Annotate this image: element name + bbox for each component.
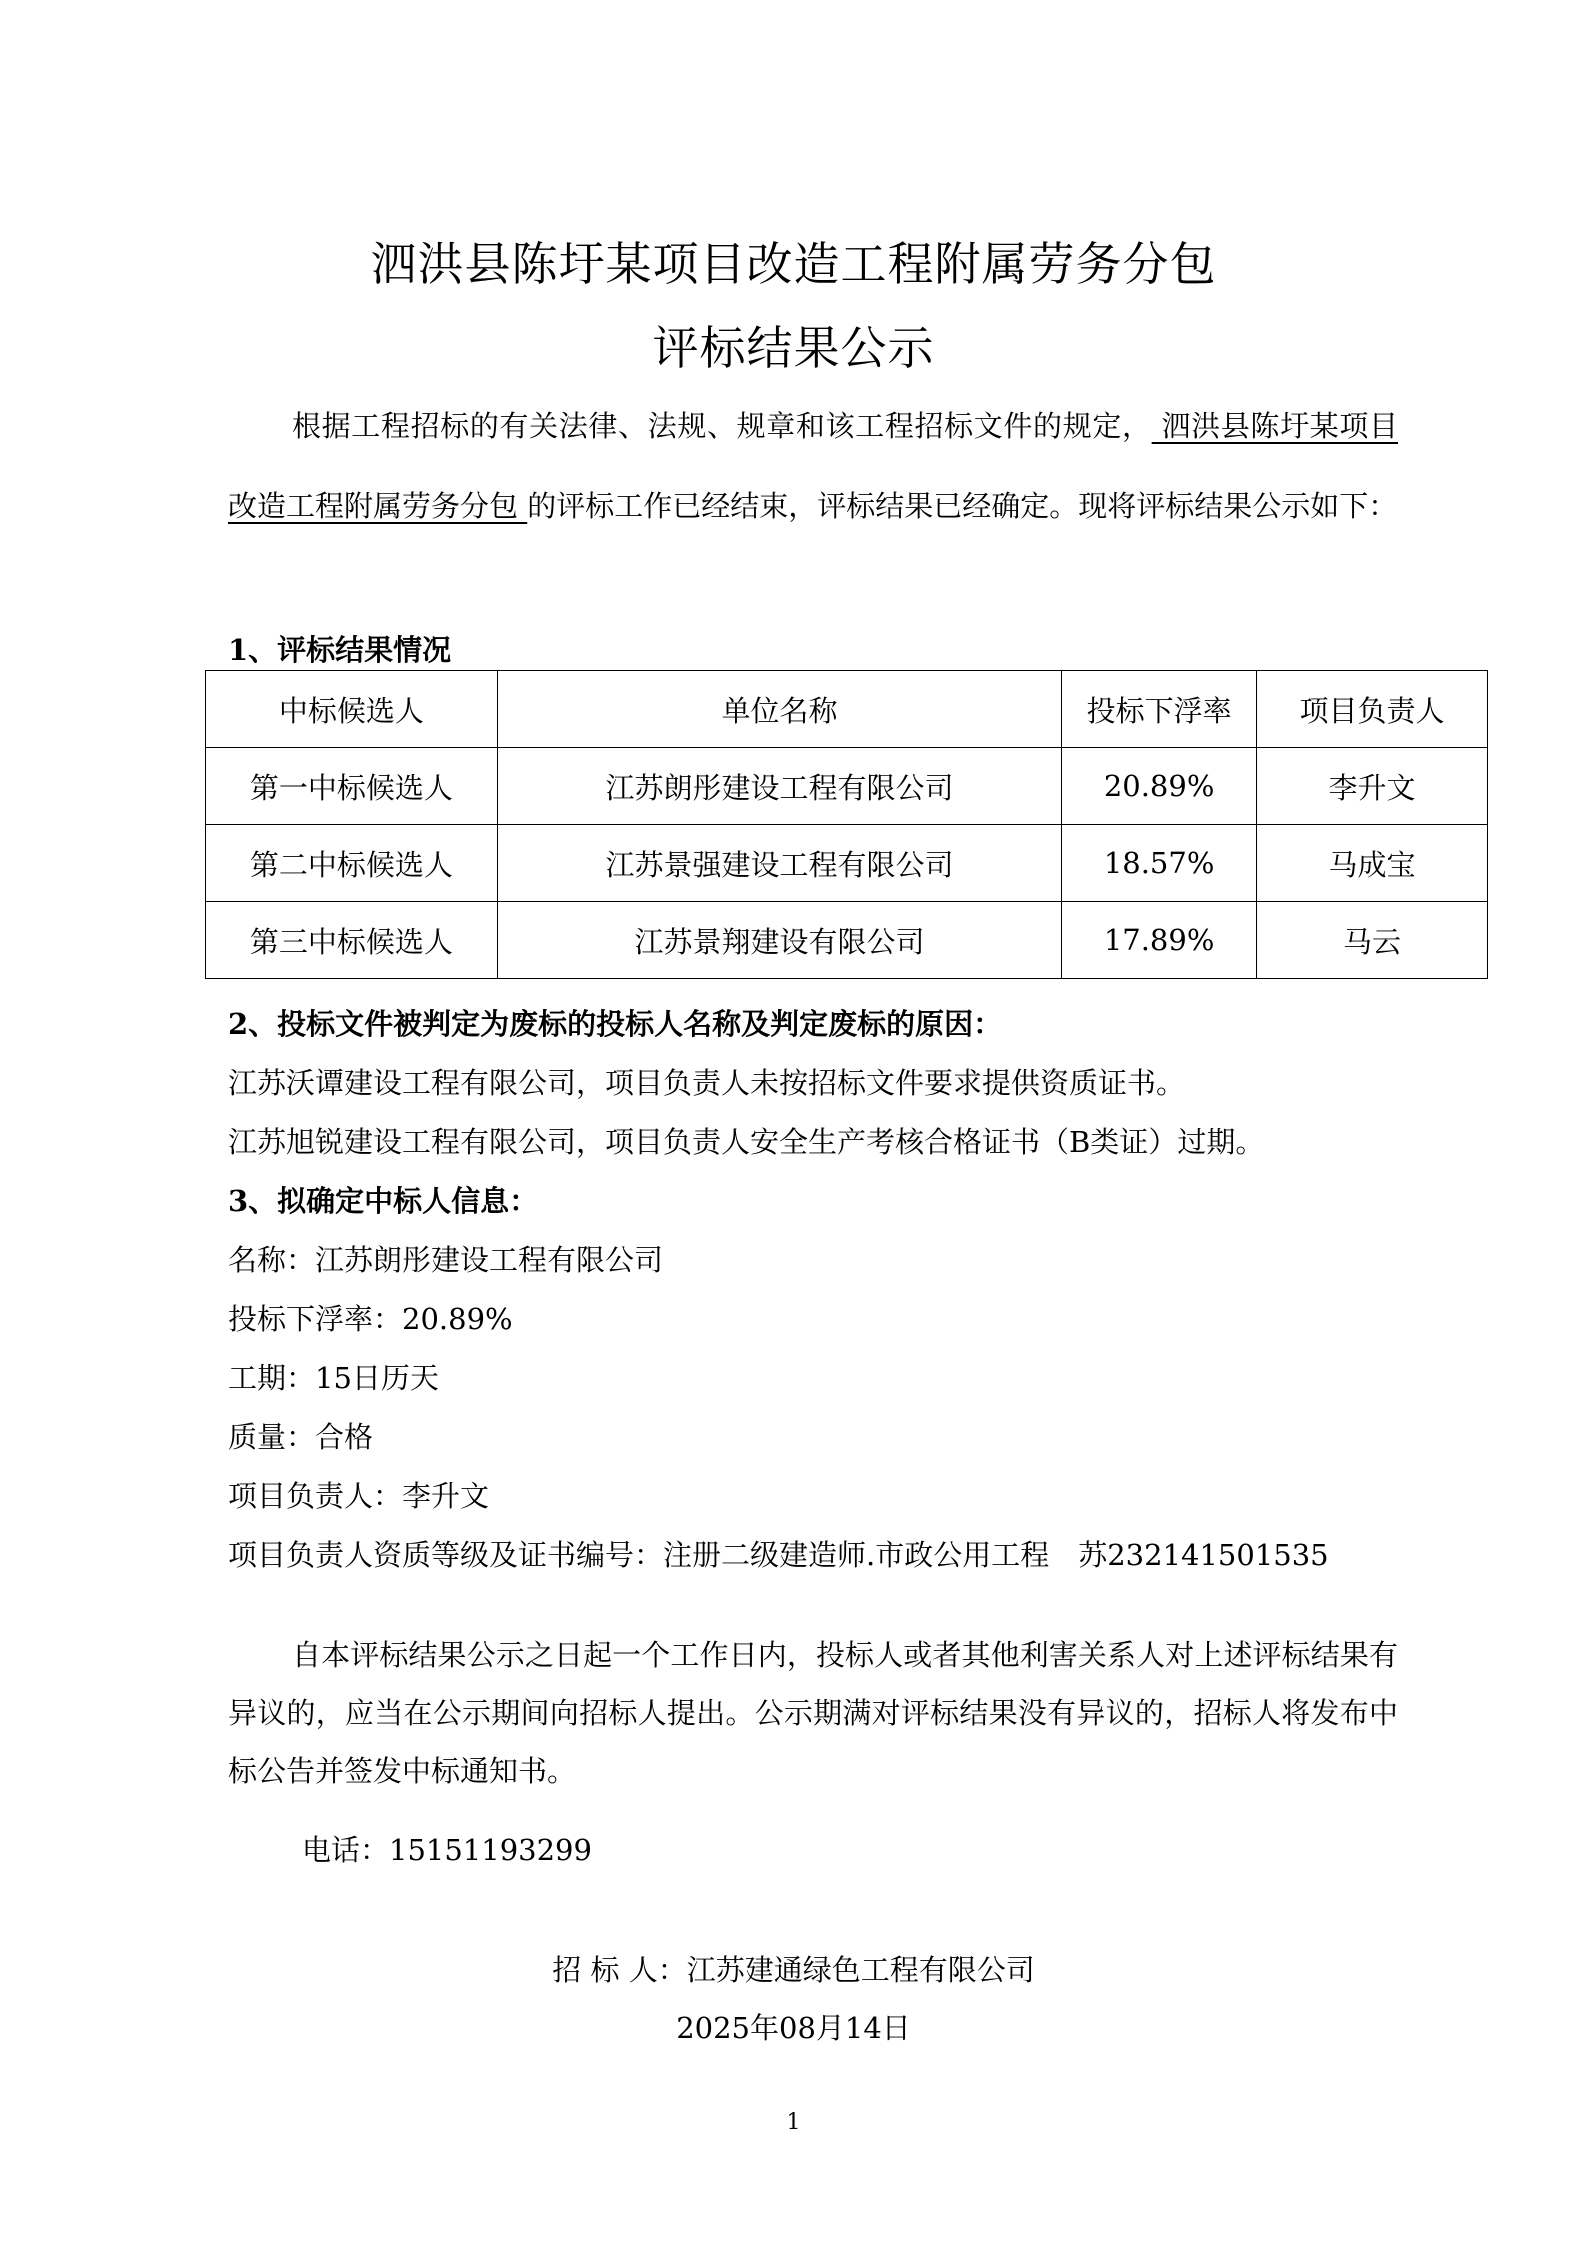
winner-quality: 质量：合格 <box>228 1420 374 1454</box>
results-table <box>205 670 1488 979</box>
table-cell: 17.89% <box>1062 902 1257 979</box>
section1-heading: 1、评标结果情况 <box>228 633 452 667</box>
rejected-item: 江苏旭锐建设工程有限公司，项目负责人安全生产考核合格证书（B类证）过期。 <box>228 1125 1265 1159</box>
table-cell: 江苏景强建设工程有限公司 <box>497 825 1062 902</box>
table-cell: 江苏景翔建设有限公司 <box>497 902 1062 979</box>
winner-certificate: 项目负责人资质等级及证书编号：注册二级建造师.市政公用工程 苏232141501535 <box>228 1538 1329 1572</box>
intro-paragraph <box>228 386 1398 546</box>
publish-date: 2025年08月14日 <box>676 2011 911 2045</box>
table-cell: 马云 <box>1256 902 1487 979</box>
intro-project-name: 泗洪县陈圩某项目改造工程附属劳务分包 <box>228 409 1398 523</box>
table-header-cell: 投标下浮率 <box>1062 671 1257 748</box>
table-cell: 李升文 <box>1256 748 1487 825</box>
tenderer-signature: 招 标 人：江苏建通绿色工程有限公司 <box>552 1953 1035 1987</box>
document-title-line2: 评标结果公示 <box>652 321 935 375</box>
table-cell: 马成宝 <box>1256 825 1487 902</box>
winner-rate: 投标下浮率：20.89% <box>228 1302 513 1336</box>
contact-phone: 电话：15151193299 <box>302 1833 592 1867</box>
table-header-row <box>206 671 1488 748</box>
winner-manager: 项目负责人：李升文 <box>228 1479 490 1513</box>
table-header-cell: 单位名称 <box>497 671 1062 748</box>
intro-suffix: 的评标工作已经结束，评标结果已经确定。现将评标结果公示如下： <box>527 489 1398 523</box>
page-number: 1 <box>786 2110 801 2135</box>
table-header-cell: 项目负责人 <box>1256 671 1487 748</box>
table-header-cell: 中标候选人 <box>206 671 498 748</box>
winner-name: 名称：江苏朗彤建设工程有限公司 <box>228 1243 664 1277</box>
table-row <box>206 825 1488 902</box>
winner-period: 工期：15日历天 <box>228 1361 439 1395</box>
table-cell: 第三中标候选人 <box>206 902 498 979</box>
table-row <box>206 902 1488 979</box>
table-cell: 第二中标候选人 <box>206 825 498 902</box>
rejected-item: 江苏沃谭建设工程有限公司，项目负责人未按招标文件要求提供资质证书。 <box>228 1066 1186 1100</box>
table-cell: 第一中标候选人 <box>206 748 498 825</box>
closing-paragraph: 自本评标结果公示之日起一个工作日内，投标人或者其他利害关系人对上述评标结果有异议的，应当在公示期间向招标人提出。公示期满对评标结果没有异议的，招标人将发布中标公告并签发中标通知书。 <box>228 1638 1398 1788</box>
document-title-line1: 泗洪县陈圩某项目改造工程附属劳务分包 <box>370 237 1217 291</box>
section3-heading: 3、拟确定中标人信息： <box>228 1184 539 1218</box>
table-cell: 江苏朗彤建设工程有限公司 <box>497 748 1062 825</box>
intro-prefix: 根据工程招标的有关法律、法规、规章和该工程招标文件的规定， <box>292 409 1152 443</box>
table-cell: 20.89% <box>1062 748 1257 825</box>
section2-heading: 2、投标文件被判定为废标的投标人名称及判定废标的原因： <box>228 1007 1003 1041</box>
table-row <box>206 748 1488 825</box>
table-cell: 18.57% <box>1062 825 1257 902</box>
